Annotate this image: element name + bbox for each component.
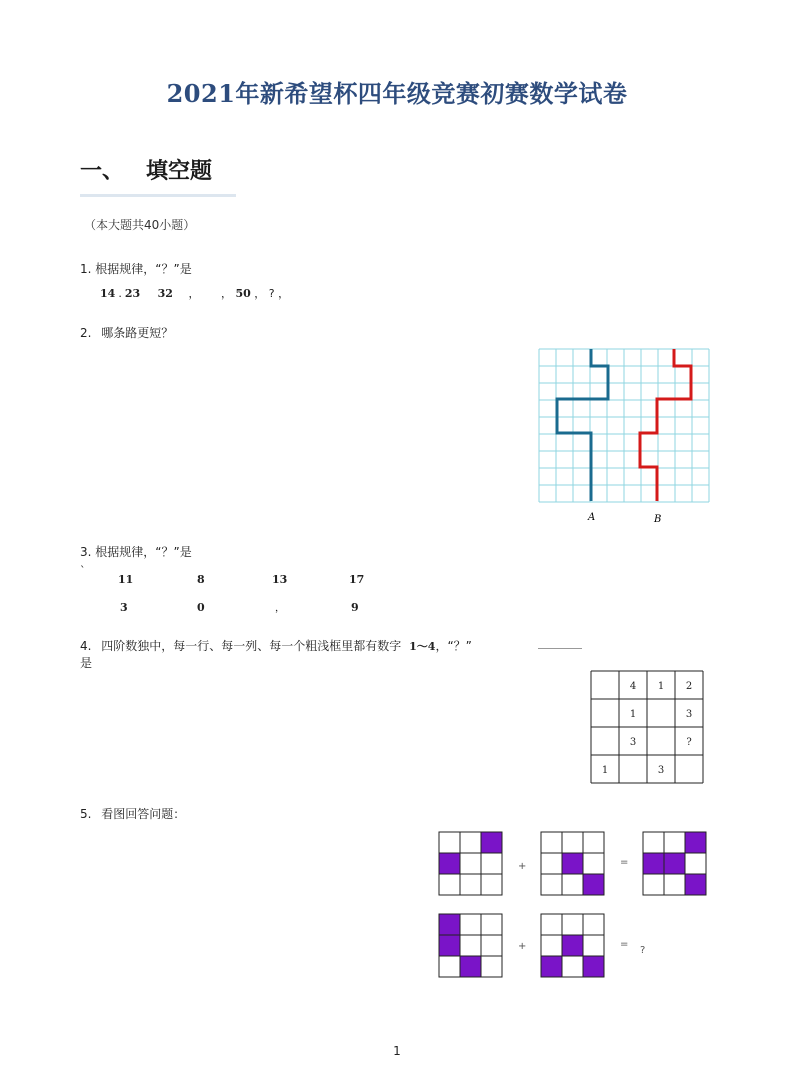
q3-bottom-1: 3: [120, 601, 128, 614]
filled-cell: [643, 853, 664, 874]
sudoku-cell: 3: [685, 709, 693, 720]
q3-top-2: 8: [197, 573, 205, 586]
page-number: 1: [393, 1044, 401, 1058]
equals-sign: =: [620, 939, 629, 950]
empty-cell: [643, 832, 664, 853]
section-heading: [80, 154, 212, 185]
empty-cell: [685, 853, 706, 874]
question-4-text: 四阶数独中，每一行、每一列、每一个粗浅框里都有数字: [101, 639, 402, 653]
question-4-tail: ，“？”: [435, 639, 472, 653]
empty-cell: [460, 914, 481, 935]
filled-cell: [583, 956, 604, 977]
empty-cell: [460, 874, 481, 895]
empty-cell: [481, 935, 502, 956]
sudoku-cell: 2: [685, 681, 693, 692]
filled-cell: [439, 853, 460, 874]
seq-term: 14: [100, 287, 116, 300]
question-1-number: 1.: [80, 262, 92, 276]
pattern-grids: [439, 832, 706, 977]
seq-sep: ，: [220, 287, 232, 300]
seq-sep: ，: [278, 287, 290, 300]
empty-cell: [562, 832, 583, 853]
q3-bottom-2: 0: [197, 601, 205, 614]
empty-cell: [643, 874, 664, 895]
question-5-prompt: [80, 805, 185, 822]
q3-top-4: 17: [349, 573, 365, 586]
seq-term: 23: [124, 287, 141, 300]
empty-cell: [562, 874, 583, 895]
empty-cell: [541, 874, 562, 895]
q3-bottom-3: ，: [275, 603, 285, 614]
section-number: 一、: [80, 159, 125, 184]
question-2-number: 2.: [80, 326, 92, 340]
empty-cell: [460, 935, 481, 956]
empty-cell: [481, 956, 502, 977]
filled-cell: [460, 956, 481, 977]
empty-cell: [481, 914, 502, 935]
seq-sep: ，: [188, 287, 200, 300]
empty-cell: [439, 832, 460, 853]
q3-bottom-4: 9: [351, 601, 359, 614]
empty-cell: [583, 914, 604, 935]
empty-cell: [541, 853, 562, 874]
sudoku-grid: [590, 670, 704, 784]
empty-cell: [562, 956, 583, 977]
document-title: 2021年新希望杯四年级竞赛初赛数学试卷: [166, 79, 628, 108]
empty-cell: [583, 853, 604, 874]
path-grid-figure: [538, 348, 710, 528]
equals-sign: =: [620, 857, 629, 868]
pattern-puzzle: [430, 825, 720, 985]
empty-cell: [541, 935, 562, 956]
filled-cell: [562, 935, 583, 956]
empty-cell: [664, 832, 685, 853]
question-1-text: 根据规律，“？”是: [95, 262, 192, 276]
empty-cell: [460, 832, 481, 853]
grid-lines: [539, 349, 709, 502]
seq-unknown: ?: [268, 287, 275, 300]
question-1-prompt: [80, 260, 192, 277]
empty-cell: [541, 914, 562, 935]
section-name: 填空题: [146, 159, 213, 184]
label-a: A: [588, 512, 596, 523]
empty-cell: [583, 935, 604, 956]
section-underline: [80, 194, 236, 197]
sudoku-cell: 1: [629, 709, 637, 720]
sudoku-cell: 1: [657, 681, 665, 692]
question-mark: ?: [640, 945, 646, 956]
empty-cell: [481, 853, 502, 874]
empty-cell: [664, 874, 685, 895]
sudoku-cell: 4: [629, 681, 637, 692]
empty-cell: [439, 956, 460, 977]
filled-cell: [583, 874, 604, 895]
section-note: （本大题共40小题）: [84, 218, 196, 232]
question-4-range: 1～4: [409, 640, 436, 653]
question-4-number: 4.: [80, 639, 92, 653]
filled-cell: [685, 874, 706, 895]
question-4-prompt: [80, 637, 472, 654]
empty-cell: [439, 874, 460, 895]
question-2-text: 哪条路更短？: [101, 326, 174, 340]
question-3-mark: `: [80, 564, 86, 577]
filled-cell: [439, 914, 460, 935]
seq-term: 32: [157, 287, 173, 300]
seq-sep: .: [118, 287, 122, 300]
path-a: [557, 349, 608, 501]
sudoku-cell: 1: [601, 765, 609, 776]
sudoku-cell: 3: [629, 737, 637, 748]
question-5-text: 看图回答问题：: [101, 807, 186, 821]
question-3-text: 根据规律，“？”是: [95, 545, 192, 559]
filled-cell: [481, 832, 502, 853]
plus-sign: +: [518, 941, 527, 952]
question-3-prompt: [80, 543, 192, 560]
empty-cell: [541, 832, 562, 853]
seq-term: 50: [235, 287, 251, 300]
plus-sign: +: [518, 861, 527, 872]
filled-cell: [685, 832, 706, 853]
empty-cell: [562, 914, 583, 935]
question-4-tail2: 是: [80, 656, 93, 670]
sudoku-cell: 3: [657, 765, 665, 776]
label-b: B: [654, 514, 662, 525]
empty-cell: [583, 832, 604, 853]
filled-cell: [541, 956, 562, 977]
question-5-number: 5.: [80, 807, 92, 821]
question-3-number: 3.: [80, 545, 92, 559]
q3-top-3: 13: [272, 573, 288, 586]
question-2-prompt: [80, 324, 173, 341]
empty-cell: [460, 853, 481, 874]
answer-blank[interactable]: [538, 648, 582, 649]
filled-cell: [439, 935, 460, 956]
seq-sep: ，: [254, 287, 266, 300]
sudoku-cell: ?: [686, 737, 692, 748]
question-1-sequence: [100, 285, 289, 301]
filled-cell: [562, 853, 583, 874]
path-b: [640, 349, 691, 501]
empty-cell: [481, 874, 502, 895]
filled-cell: [664, 853, 685, 874]
q3-top-1: 11: [118, 573, 134, 586]
